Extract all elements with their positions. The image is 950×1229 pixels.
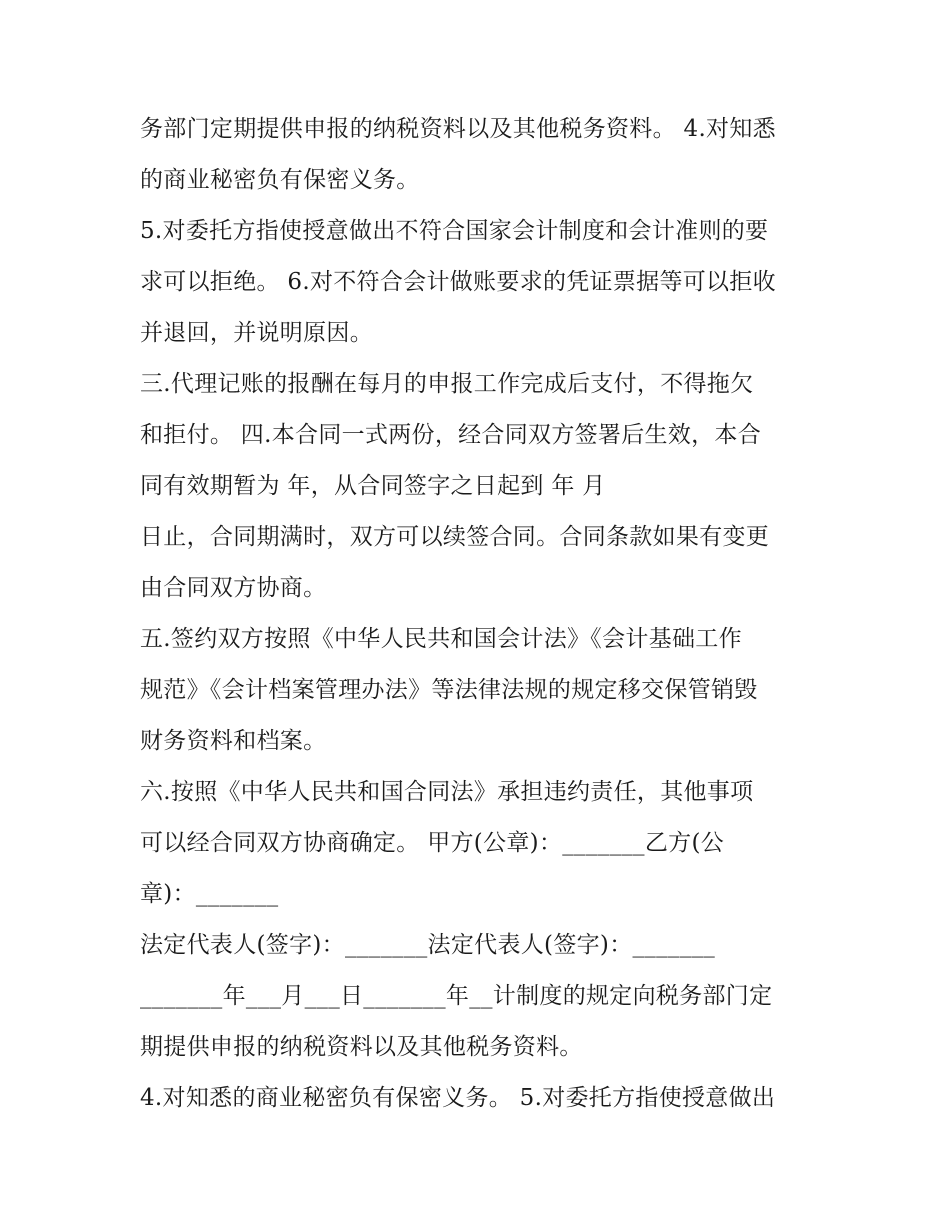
text-line: 规范》《会计档案管理办法》等法律法规的规定移交保管销毁 bbox=[140, 677, 758, 703]
text-line: 章)：_______ bbox=[140, 881, 279, 907]
text-line: _______年___月___日_______年__计制度的规定向税务部门定 bbox=[140, 983, 773, 1009]
text-line: 日止，合同期满时，双方可以续签合同。合同条款如果有变更 bbox=[140, 524, 770, 550]
text-line: 务部门定期提供申报的纳税资料以及其他税务资料。 4.对知悉 bbox=[140, 116, 776, 142]
text-line: 财务资料和档案。 bbox=[140, 728, 327, 754]
text-line: 可以经合同双方协商确定。 甲方(公章)：_______乙方(公 bbox=[140, 830, 725, 856]
document-body bbox=[140, 104, 820, 1124]
text-line: 的商业秘密负有保密义务。 bbox=[140, 167, 420, 193]
text-line: 五.签约双方按照《中华人民共和国会计法》《会计基础工作 bbox=[140, 626, 742, 652]
text-line: 5.对委托方指使授意做出不符合国家会计制度和会计准则的要 bbox=[140, 218, 769, 244]
text-line: 和拒付。 四.本合同一式两份，经合同双方签署后生效，本合 bbox=[140, 422, 762, 448]
text-line: 4.对知悉的商业秘密负有保密义务。 5.对委托方指使授意做出 bbox=[140, 1085, 776, 1111]
text-line: 三.代理记账的报酬在每月的申报工作完成后支付，不得拖欠 bbox=[140, 371, 754, 397]
text-line: 由合同双方协商。 bbox=[140, 575, 327, 601]
text-line: 同有效期暂为 年，从合同签字之日起到 年 月 bbox=[140, 473, 606, 499]
text-line: 期提供申报的纳税资料以及其他税务资料。 bbox=[140, 1034, 583, 1060]
text-line: 法定代表人(签字)：_______法定代表人(签字)：_______ bbox=[140, 932, 716, 958]
text-line: 并退回，并说明原因。 bbox=[140, 320, 373, 346]
text-line: 六.按照《中华人民共和国合同法》承担违约责任，其他事项 bbox=[140, 779, 754, 805]
text-line: 求可以拒绝。 6.对不符合会计做账要求的凭证票据等可以拒收 bbox=[140, 269, 776, 295]
